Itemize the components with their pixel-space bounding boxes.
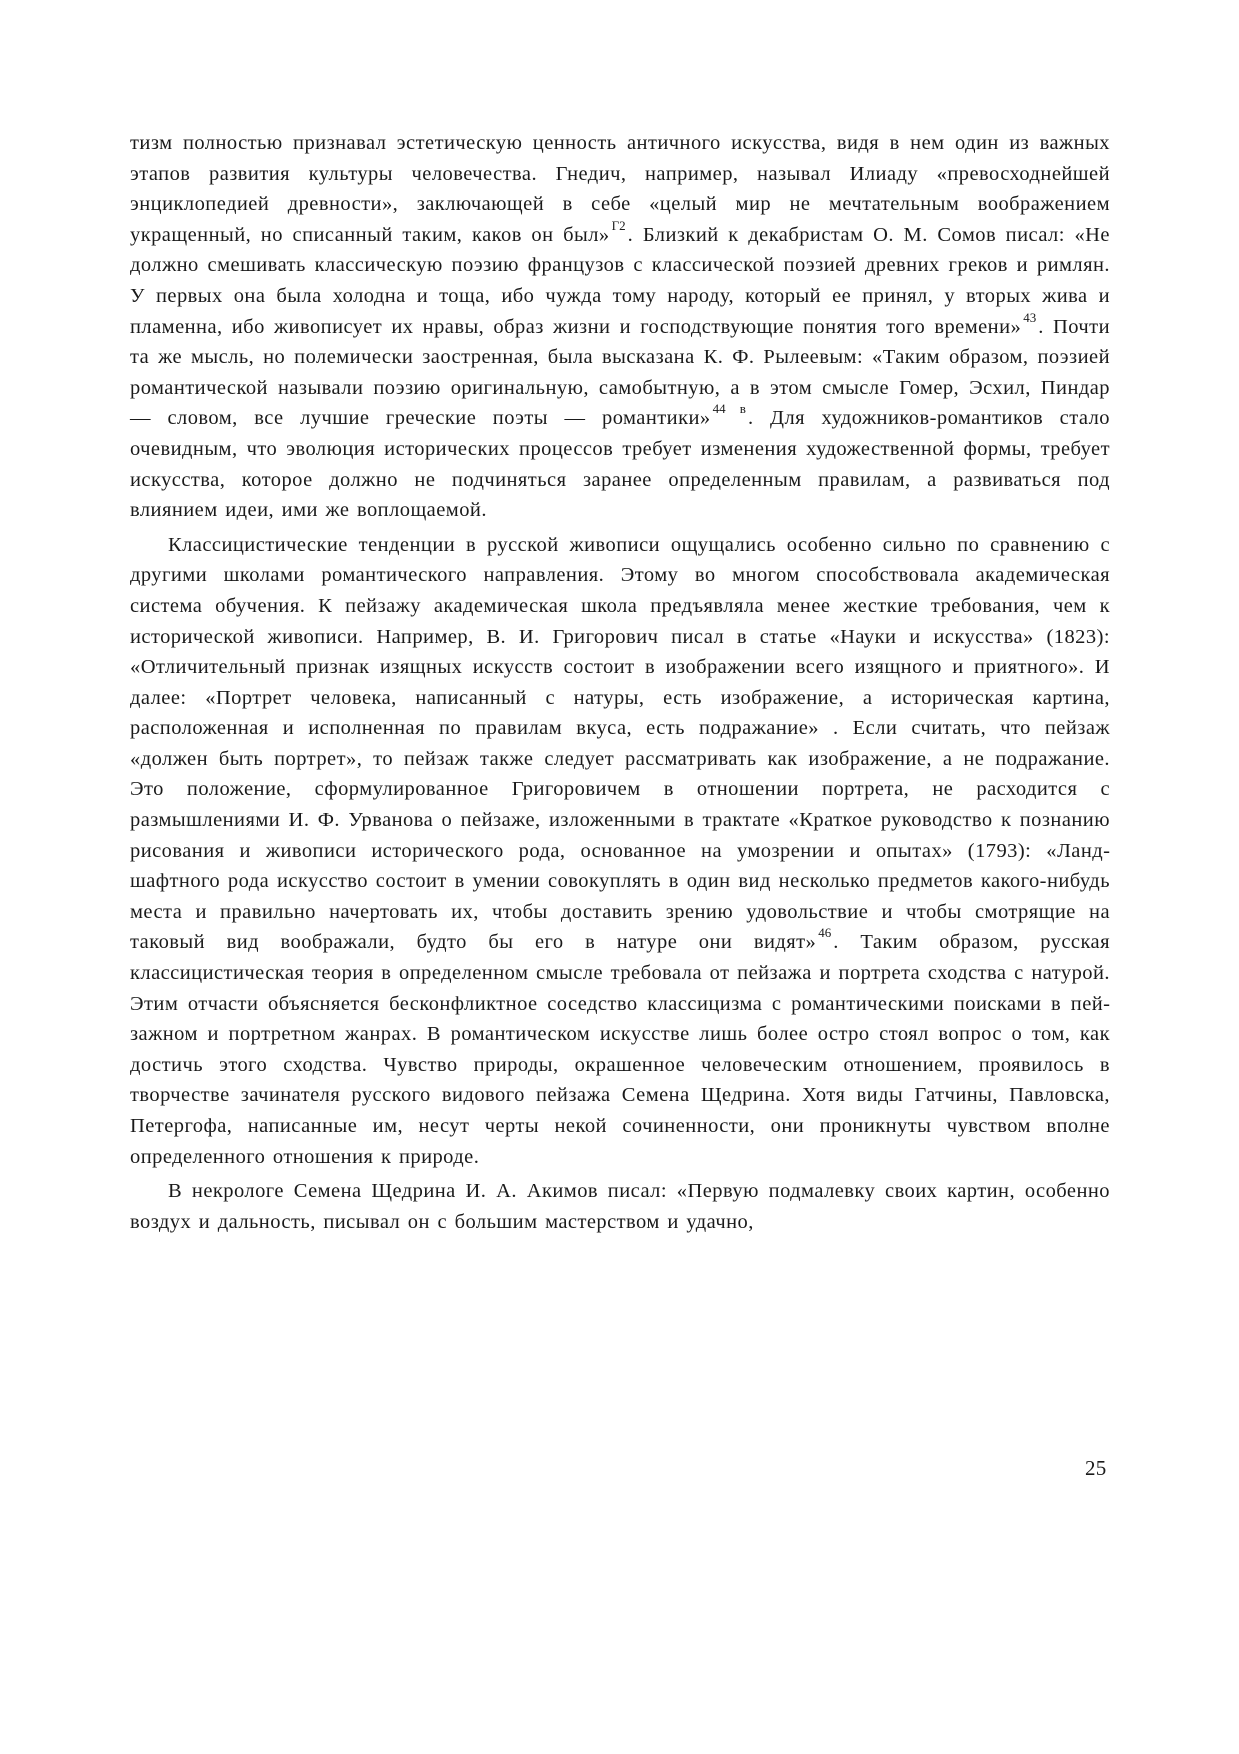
text-segment: . Почти та же мысль, но полемически заостренная, была высказана К. Ф. Рылеевым: «Таким образом, поэзией романтической называли поэзию оригинальную, самобытную, а в этом смысле Гомер, Эсхил, Пиндар — словом, все лучшие греческие поэты — романтики» xyxy=(130,315,1110,430)
text-segment: . Для художников-романтиков стало очевидным, что эволюция исторических процессов требует изменения художественной формы, требует искусства, которое должно не подчиняться заранее определенным правилам, а развиваться под влиянием идеи, ими же воплощаемой. xyxy=(130,407,1110,522)
text-segment: В некрологе Семена Щедрина И. А. Акимов писал: «Первую подмалевку своих картин, особенно воздух и дальность, писывал он с большим мастерством и удачно, xyxy=(130,1180,1110,1233)
paragraph-3 xyxy=(130,1176,1110,1237)
text-segment: . Близкий к декабристам О. М. Сомов писал: «Не должно смешивать классическую поэзию французов с классической поэзией древних греков и римлян. У первых она была холодна и тоща, ибо чужда тому народу, который ее принял, у вторых жива и пламенна, ибо живописует их нравы, образ жизни и господствующие понятия того времени» xyxy=(130,223,1110,338)
footnote-marker: Г2 xyxy=(611,217,626,233)
text-segment: тизм полностью признавал эстетическую ценность античного искусства, видя в нем один из важных этапов развития культуры человечества. Гнедич, например, называл Илиаду «превосходнейшей энциклопедией древности», заключающей в себе «целый мир не мечтательным воображением укращенный, но списанный таким, каков он был» xyxy=(130,132,1110,246)
page-number: 25 xyxy=(1085,1456,1107,1480)
footnote-marker: 46 xyxy=(818,925,832,941)
paragraph-1 xyxy=(130,128,1110,526)
text-segment: Классицистические тенденции в русской живописи ощущались особенно сильно по сравнению с другими школами романтического направления. Этому во многом способствовала академическая система обучения. К пейзажу академическая школа предъявляла менее жесткие требования, чем к исторической живописи. Например, В. И. Григорович писал в статье «Науки и искусства» (1823): «Отличительный признак изящных искусств состоит в изображении всего изящного и приятного». И далее: «Портрет человека, написанный с натуры, есть изображение, а историческая картина, расположенная и исполненная по правилам вкуса, есть подражание» . Если считать, что пейзаж «должен быть портрет», то пейзаж также следует рассматривать как изображение, а не подражание. Это положение, сформулированное Григоровичем в отношении портрета, не расходится с размышлениями И. Ф. Урванова о пейзаже, изложенными в трактате «Краткое руководство к познанию рисования и живописи исторического рода, основанное на умозрении и опытах» (1793): «Ландшафтного рода искусство состоит в умении совокуплять в один вид несколько предметов какого-нибудь места и правильно начертовать их, чтобы доставить зрению удовольствие и чтобы смотрящие на таковый вид воображали, будто бы его в натуре они видят» xyxy=(130,533,1110,954)
text-segment: . Таким образом, русская классицистическая теория в определенном смысле требовала от пейзажа и портрета сходства с натурой. Этим отчасти объясняется бесконфликтное соседство классицизма с романтическими поисками в пейзажном и портретном жанрах. В романтическом искусстве лишь более остро стоял вопрос о том, как достичь этого сходства. Чувство природы, окрашенное человеческим отношением, проявилось в творчестве зачинателя русского видового пейзажа Семена Щедрина. Хотя виды Гатчины, Павловска, Петергофа, написанные им, несут черты некой сочиненности, они проникнуты чувством вполне определенного отношения к природе. xyxy=(130,931,1110,1168)
paragraph-2 xyxy=(130,530,1110,1172)
page-body xyxy=(130,128,1110,1237)
footnote-marker: 43 xyxy=(1023,309,1037,325)
footnote-marker: 44 в xyxy=(712,401,746,417)
